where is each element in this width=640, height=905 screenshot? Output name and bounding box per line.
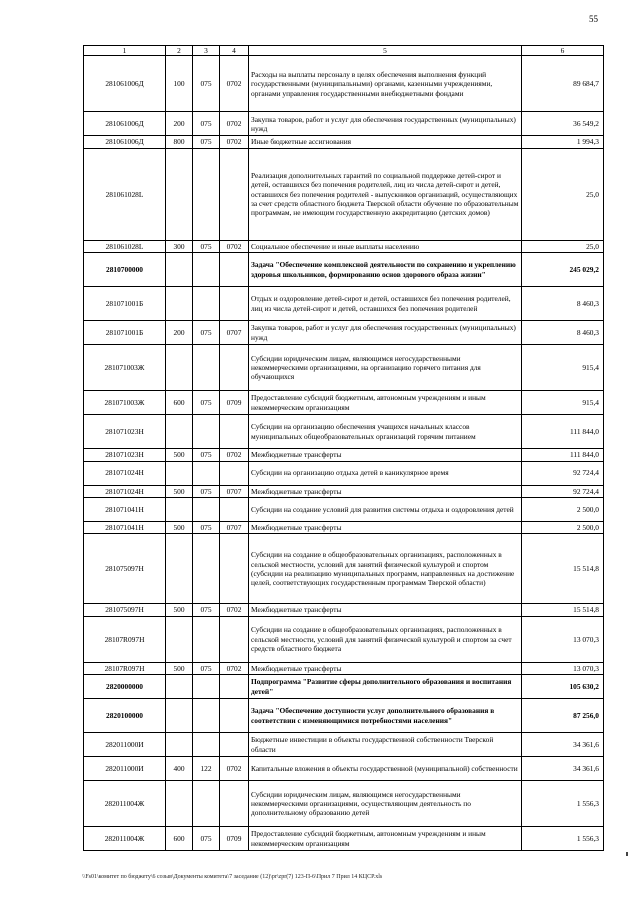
cell-expense-type: [166, 733, 193, 757]
table-row: [84, 415, 604, 449]
cell-expense-type: 600: [166, 827, 193, 851]
cell-section: 0707: [220, 522, 249, 534]
cell-description: Предоставление субсидий бюджетным, автономным учреждениям и иным некоммерческим организациям: [249, 391, 522, 415]
table-row: [84, 148, 604, 240]
cell-section: 0702: [220, 112, 249, 136]
cell-code: 281061006Д: [84, 56, 166, 112]
cell-department: 075: [193, 604, 220, 616]
cell-expense-type: [166, 415, 193, 449]
cell-expense-type: 200: [166, 112, 193, 136]
cell-expense-type: [166, 345, 193, 391]
cell-department: [193, 675, 220, 699]
cell-code: 281071001Б: [84, 321, 166, 345]
cell-section: 0709: [220, 391, 249, 415]
cell-expense-type: 500: [166, 522, 193, 534]
cell-code: 281071003Ж: [84, 391, 166, 415]
table-row: [84, 757, 604, 781]
cell-department: [193, 616, 220, 662]
cell-description: Социальное обеспечение и иные выплаты населению: [249, 240, 522, 252]
header-col-4: 4: [220, 46, 249, 56]
cell-amount: 915,4: [522, 345, 604, 391]
cell-expense-type: [166, 498, 193, 522]
cell-code: 281071024Н: [84, 461, 166, 485]
cell-section: 0702: [220, 56, 249, 112]
cell-code: 281071041Н: [84, 498, 166, 522]
cell-description: Задача "Обеспечение доступности услуг дополнительного образования в соответствии с изменяющимися потребностями населения": [249, 699, 522, 733]
cell-code: 281071001Б: [84, 287, 166, 321]
cell-section: [220, 699, 249, 733]
cell-code: 2820100000: [84, 699, 166, 733]
cell-expense-type: 300: [166, 240, 193, 252]
table-row: [84, 485, 604, 497]
cell-amount: 92 724,4: [522, 485, 604, 497]
cell-description: Субсидии на создание в общеобразовательных организациях, расположенных в сельской местности, условий для занятий физической культурой и спортом (субсидии на реализацию муниципальных программ, направленных на достижение целей, соответствующих государственным программам Тверской области): [249, 534, 522, 604]
cell-section: 0702: [220, 240, 249, 252]
cell-expense-type: [166, 675, 193, 699]
table-row: [84, 56, 604, 112]
cell-department: 075: [193, 240, 220, 252]
cell-code: 281061006Д: [84, 136, 166, 148]
header-col-2: 2: [166, 46, 193, 56]
cell-amount: 2 500,0: [522, 522, 604, 534]
cell-description: Межбюджетные трансферты: [249, 604, 522, 616]
table-row: [84, 136, 604, 148]
header-row: [84, 46, 604, 56]
cell-description: Межбюджетные трансферты: [249, 449, 522, 461]
cell-code: 28107R097Н: [84, 616, 166, 662]
cell-expense-type: 500: [166, 604, 193, 616]
table-row: [84, 616, 604, 662]
cell-code: 281061028L: [84, 148, 166, 240]
cell-description: Межбюджетные трансферты: [249, 522, 522, 534]
cell-expense-type: 200: [166, 321, 193, 345]
cell-expense-type: [166, 287, 193, 321]
cell-description: Субсидии на создание в общеобразовательных организациях, расположенных в сельской местности, условий для занятий физической культурой и спортом за счет средств областного бюджета: [249, 616, 522, 662]
cell-section: [220, 148, 249, 240]
table-row: [84, 522, 604, 534]
cell-code: 281071024Н: [84, 485, 166, 497]
cell-amount: 8 460,3: [522, 321, 604, 345]
cell-department: [193, 781, 220, 827]
table-row: [84, 345, 604, 391]
cell-code: 282011000И: [84, 757, 166, 781]
cell-amount: 111 844,0: [522, 449, 604, 461]
cell-expense-type: 500: [166, 485, 193, 497]
cell-expense-type: [166, 253, 193, 287]
cell-description: Субсидии юридическим лицам, являющимся негосударственными некоммерческими организациями, на организацию горячего питания для обучающихся: [249, 345, 522, 391]
cell-amount: 1 556,3: [522, 827, 604, 851]
cell-section: 0709: [220, 827, 249, 851]
cell-department: [193, 345, 220, 391]
cell-expense-type: [166, 148, 193, 240]
cell-department: 075: [193, 112, 220, 136]
cell-description: Субсидии на создание условий для развития системы отдыха и оздоровления детей: [249, 498, 522, 522]
cell-section: 0707: [220, 321, 249, 345]
cell-description: Предоставление субсидий бюджетным, автономным учреждениям и иным некоммерческим организациям: [249, 827, 522, 851]
cell-amount: 111 844,0: [522, 415, 604, 449]
cell-code: 282011000И: [84, 733, 166, 757]
cell-code: 281061006Д: [84, 112, 166, 136]
budget-table-container: [83, 45, 603, 851]
table-row: [84, 112, 604, 136]
header-col-6: 6: [522, 46, 604, 56]
cell-amount: 34 361,6: [522, 757, 604, 781]
header-col-3: 3: [193, 46, 220, 56]
cell-code: 2820000000: [84, 675, 166, 699]
cell-amount: 1 994,3: [522, 136, 604, 148]
cell-expense-type: [166, 699, 193, 733]
cell-description: Капитальные вложения в объекты государственной (муниципальной) собственности: [249, 757, 522, 781]
cell-department: [193, 415, 220, 449]
cell-description: Субсидии на организацию обеспечения учащихся начальных классов муниципальных общеобразовательных организаций горячим питанием: [249, 415, 522, 449]
cell-section: 0702: [220, 757, 249, 781]
header-col-1: 1: [84, 46, 166, 56]
cell-department: 075: [193, 485, 220, 497]
cell-department: 075: [193, 662, 220, 674]
cell-section: 0707: [220, 485, 249, 497]
cell-amount: 13 070,3: [522, 662, 604, 674]
cell-amount: 15 514,8: [522, 534, 604, 604]
header-col-5: 5: [249, 46, 522, 56]
cell-department: 075: [193, 449, 220, 461]
cell-section: [220, 534, 249, 604]
cell-department: 075: [193, 321, 220, 345]
cell-section: 0702: [220, 449, 249, 461]
cell-expense-type: 800: [166, 136, 193, 148]
cell-description: Подпрограмма "Развитие сферы дополнительного образования и воспитания детей": [249, 675, 522, 699]
cell-section: [220, 461, 249, 485]
table-row: [84, 391, 604, 415]
table-row: [84, 498, 604, 522]
cell-department: [193, 148, 220, 240]
cell-amount: 87 256,0: [522, 699, 604, 733]
cell-code: 282011004Ж: [84, 781, 166, 827]
page-number: 55: [589, 14, 598, 24]
table-row: [84, 253, 604, 287]
scan-speck: [626, 852, 628, 856]
cell-code: 28107R097Н: [84, 662, 166, 674]
cell-code: 281061028L: [84, 240, 166, 252]
table-row: [84, 699, 604, 733]
cell-department: [193, 534, 220, 604]
cell-section: [220, 287, 249, 321]
cell-amount: 89 684,7: [522, 56, 604, 112]
cell-department: [193, 699, 220, 733]
cell-amount: 105 630,2: [522, 675, 604, 699]
cell-amount: 1 556,3: [522, 781, 604, 827]
cell-section: [220, 498, 249, 522]
cell-section: [220, 415, 249, 449]
table-row: [84, 287, 604, 321]
cell-department: 075: [193, 522, 220, 534]
cell-expense-type: 500: [166, 449, 193, 461]
cell-expense-type: [166, 534, 193, 604]
table-row: [84, 321, 604, 345]
cell-section: [220, 781, 249, 827]
cell-description: Субсидии юридическим лицам, являющимся негосударственными некоммерческими организациями, осуществляющим деятельность по дополнительному образованию детей: [249, 781, 522, 827]
cell-code: 281075097Н: [84, 604, 166, 616]
cell-code: 281071003Ж: [84, 345, 166, 391]
table-row: [84, 604, 604, 616]
cell-department: 075: [193, 136, 220, 148]
cell-amount: 13 070,3: [522, 616, 604, 662]
cell-amount: 25,0: [522, 240, 604, 252]
table-row: [84, 675, 604, 699]
cell-description: Отдых и оздоровление детей-сирот и детей, оставшихся без попечения родителей, лиц из числа детей-сирот и детей, оставшихся без попечения родителей: [249, 287, 522, 321]
cell-department: [193, 253, 220, 287]
cell-amount: 2 500,0: [522, 498, 604, 522]
cell-section: 0702: [220, 662, 249, 674]
cell-section: [220, 253, 249, 287]
cell-expense-type: 600: [166, 391, 193, 415]
cell-description: Иные бюджетные ассигнования: [249, 136, 522, 148]
cell-description: Задача "Обеспечение комплексной деятельности по сохранению и укреплению здоровья школьников, формированию основ здорового образа жизни": [249, 253, 522, 287]
cell-amount: 915,4: [522, 391, 604, 415]
cell-code: 281071023Н: [84, 415, 166, 449]
cell-expense-type: [166, 781, 193, 827]
cell-department: 075: [193, 827, 220, 851]
cell-department: 075: [193, 391, 220, 415]
cell-section: 0702: [220, 136, 249, 148]
cell-code: 281071041Н: [84, 522, 166, 534]
table-row: [84, 781, 604, 827]
table-row: [84, 449, 604, 461]
cell-amount: 36 549,2: [522, 112, 604, 136]
cell-amount: 15 514,8: [522, 604, 604, 616]
cell-expense-type: [166, 616, 193, 662]
cell-amount: 34 361,6: [522, 733, 604, 757]
cell-expense-type: 100: [166, 56, 193, 112]
cell-description: Реализация дополнительных гарантий по социальной поддержке детей-сирот и детей, оставшихся без попечения родителей, лиц из числа детей-сирот и детей, оставшихся без попечения родителей - выпускников организаций, осуществляющих за счет средств областного бюджета Тверской области обучение по образовательным программам, не имеющим государственную аккредитацию (детских домов): [249, 148, 522, 240]
cell-description: Бюджетные инвестиции в объекты государственной собственности Тверской области: [249, 733, 522, 757]
cell-department: [193, 498, 220, 522]
cell-amount: 8 460,3: [522, 287, 604, 321]
cell-department: 075: [193, 56, 220, 112]
table-row: [84, 827, 604, 851]
cell-description: Закупка товаров, работ и услуг для обеспечения государственных (муниципальных) нужд: [249, 112, 522, 136]
cell-code: 281071023Н: [84, 449, 166, 461]
cell-description: Закупка товаров, работ и услуг для обеспечения государственных (муниципальных) нужд: [249, 321, 522, 345]
cell-code: 2810700000: [84, 253, 166, 287]
cell-section: [220, 345, 249, 391]
cell-amount: 92 724,4: [522, 461, 604, 485]
cell-description: Расходы на выплаты персоналу в целях обеспечения выполнения функций государственными (муниципальными) органами, казенными учреждениями, органами управления государственными внебюджетными фондами: [249, 56, 522, 112]
cell-description: Субсидии на организацию отдыха детей в каникулярное время: [249, 461, 522, 485]
cell-description: Межбюджетные трансферты: [249, 662, 522, 674]
table-row: [84, 662, 604, 674]
table-row: [84, 534, 604, 604]
cell-expense-type: 500: [166, 662, 193, 674]
budget-table: [83, 45, 604, 851]
table-row: [84, 240, 604, 252]
cell-department: [193, 287, 220, 321]
cell-section: 0702: [220, 604, 249, 616]
cell-amount: 245 029,2: [522, 253, 604, 287]
cell-expense-type: 400: [166, 757, 193, 781]
cell-amount: 25,0: [522, 148, 604, 240]
cell-section: [220, 675, 249, 699]
cell-code: 282011004Ж: [84, 827, 166, 851]
table-row: [84, 733, 604, 757]
cell-department: [193, 733, 220, 757]
cell-code: 281075097Н: [84, 534, 166, 604]
footer-file-path: \\Fs01\комитет по бюджету\6 созыв\Документы комитета\7 заседание (12)\pr\zpr(7) 123-П-6\Прил 7 Прил 14 КЦСР.xls: [82, 874, 383, 880]
table-row: [84, 461, 604, 485]
cell-description: Межбюджетные трансферты: [249, 485, 522, 497]
table-body: [84, 56, 604, 851]
cell-section: [220, 616, 249, 662]
cell-section: [220, 733, 249, 757]
cell-department: 122: [193, 757, 220, 781]
cell-expense-type: [166, 461, 193, 485]
cell-department: [193, 461, 220, 485]
